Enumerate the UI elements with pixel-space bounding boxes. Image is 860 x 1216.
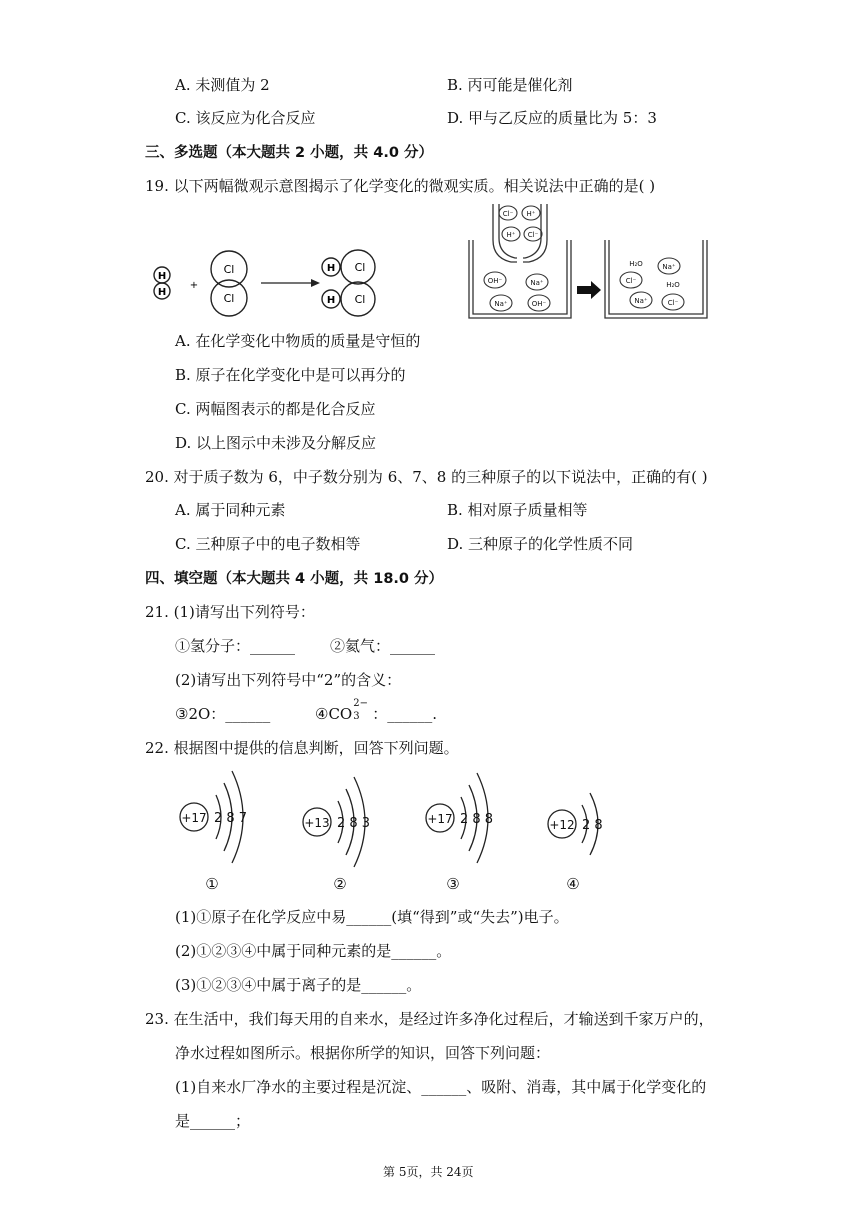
q22-question-1: (1)①原子在化学反应中易______(填“得到”或“失去”)电子。 xyxy=(175,908,569,926)
oh-ion-label: OH⁻ xyxy=(487,277,503,285)
page-footer: 第 5页，共 24页 xyxy=(383,1165,474,1179)
q19-option-d: D. 以上图示中未涉及分解反应 xyxy=(175,434,377,452)
nucleus-1: +17 xyxy=(181,811,207,825)
q23-line-4: 是______； xyxy=(175,1112,251,1130)
cl-atom-label: Cl xyxy=(223,263,235,276)
svg-text:Cl⁻: Cl⁻ xyxy=(625,277,637,285)
na-ion-label: Na⁺ xyxy=(530,279,544,287)
q18-option-b: B. 丙可能是催化剂 xyxy=(447,76,573,94)
q23-line-3: (1)自来水厂净水的主要过程是沉淀、______、吸附、消毒，其中属于化学变化的 xyxy=(175,1078,707,1096)
q21-part1: 21. (1)请写出下列符号： xyxy=(145,603,315,621)
section4-title: 四、填空题（本大题共 4 小题，共 18.0 分） xyxy=(145,571,444,587)
svg-text:Na⁺: Na⁺ xyxy=(634,297,648,305)
q19-stem: 19. 以下两幅微观示意图揭示了化学变化的微观实质。相关说法中正确的是( ) xyxy=(145,177,656,195)
diagram-label-2: ② xyxy=(333,875,347,893)
water-label: H₂O xyxy=(629,260,643,268)
q19-option-b: B. 原子在化学变化中是可以再分的 xyxy=(175,366,406,384)
svg-text:H⁺: H⁺ xyxy=(506,231,516,239)
q20-option-b: B. 相对原子质量相等 xyxy=(447,501,588,519)
q22-question-3: (3)①②③④中属于离子的是______。 xyxy=(175,976,422,994)
q19-option-a: A. 在化学变化中物质的质量是守恒的 xyxy=(175,332,421,350)
svg-text:H: H xyxy=(326,263,336,274)
svg-text:Cl: Cl xyxy=(354,261,366,274)
svg-text:Cl: Cl xyxy=(354,293,366,306)
q19-ion-beaker-figure xyxy=(465,200,715,324)
q18-option-a: A. 未测值为 2 xyxy=(175,76,270,94)
svg-text:H₂O: H₂O xyxy=(666,281,680,289)
q22-stem: 22. 根据图中提供的信息判断，回答下列问题。 xyxy=(145,739,459,757)
diagram-label-4: ④ xyxy=(566,875,580,893)
shells-1: 2 8 7 xyxy=(214,811,248,826)
nucleus-3: +17 xyxy=(427,812,453,826)
q20-option-c: C. 三种原子中的电子数相等 xyxy=(175,535,361,553)
nucleus-4: +12 xyxy=(549,818,575,832)
q21-item4: ④CO 2− 3 ：______. xyxy=(315,698,438,723)
svg-text:Cl⁻: Cl⁻ xyxy=(527,231,539,239)
q22-question-2: (2)①②③④中属于同种元素的是______。 xyxy=(175,942,452,960)
q18-option-d: D. 甲与乙反应的质量比为 5：3 xyxy=(447,109,657,127)
shells-4: 2 8 xyxy=(582,818,603,833)
q19-molecule-figure xyxy=(145,248,395,320)
q23-line-1: 23. 在生活中，我们每天用的自来水，是经过许多净化过程后，才输送到千家万户的， xyxy=(145,1010,714,1028)
q18-option-c: C. 该反应为化合反应 xyxy=(175,109,316,127)
diagram-label-1: ① xyxy=(205,875,219,893)
svg-text:Na⁺: Na⁺ xyxy=(662,263,676,271)
q20-option-a: A. 属于同种元素 xyxy=(175,501,286,519)
h-ion-label: H⁺ xyxy=(526,210,536,218)
q23-line-2: 净水过程如图所示。根据你所学的知识，回答下列问题： xyxy=(175,1044,551,1062)
shells-3: 2 8 8 xyxy=(460,812,494,827)
q21-item2: ②氦气：______ xyxy=(330,637,436,655)
diagram-label-3: ③ xyxy=(446,875,460,893)
q20-option-d: D. 三种原子的化学性质不同 xyxy=(447,535,634,553)
q22-atom-diagrams xyxy=(170,765,640,895)
cl-ion-label: Cl⁻ xyxy=(502,210,514,218)
q20-stem: 20. 对于质子数为 6，中子数分别为 6、7、8 的三种原子的以下说法中，正确的有( ) xyxy=(145,468,708,486)
nucleus-2: +13 xyxy=(304,816,330,830)
h-atom-label: H xyxy=(157,271,167,282)
reaction-arrow xyxy=(577,281,601,299)
svg-text:H: H xyxy=(326,295,336,306)
svg-text:H: H xyxy=(157,287,167,298)
plus-sign: + xyxy=(189,280,199,291)
svg-text:OH⁻: OH⁻ xyxy=(531,300,547,308)
q21-item1: ①氢分子：______ xyxy=(175,637,296,655)
q21-part2: (2)请写出下列符号中“2”的含义： xyxy=(175,671,402,689)
svg-text:Na⁺: Na⁺ xyxy=(494,300,508,308)
shells-2: 2 8 3 xyxy=(337,816,371,831)
svg-text:Cl⁻: Cl⁻ xyxy=(667,299,679,307)
q19-option-c: C. 两幅图表示的都是化合反应 xyxy=(175,400,376,418)
svg-text:Cl: Cl xyxy=(223,292,235,305)
section3-title: 三、多选题（本大题共 2 小题，共 4.0 分） xyxy=(145,145,433,161)
q21-item3: ③2O：______ xyxy=(175,705,271,723)
